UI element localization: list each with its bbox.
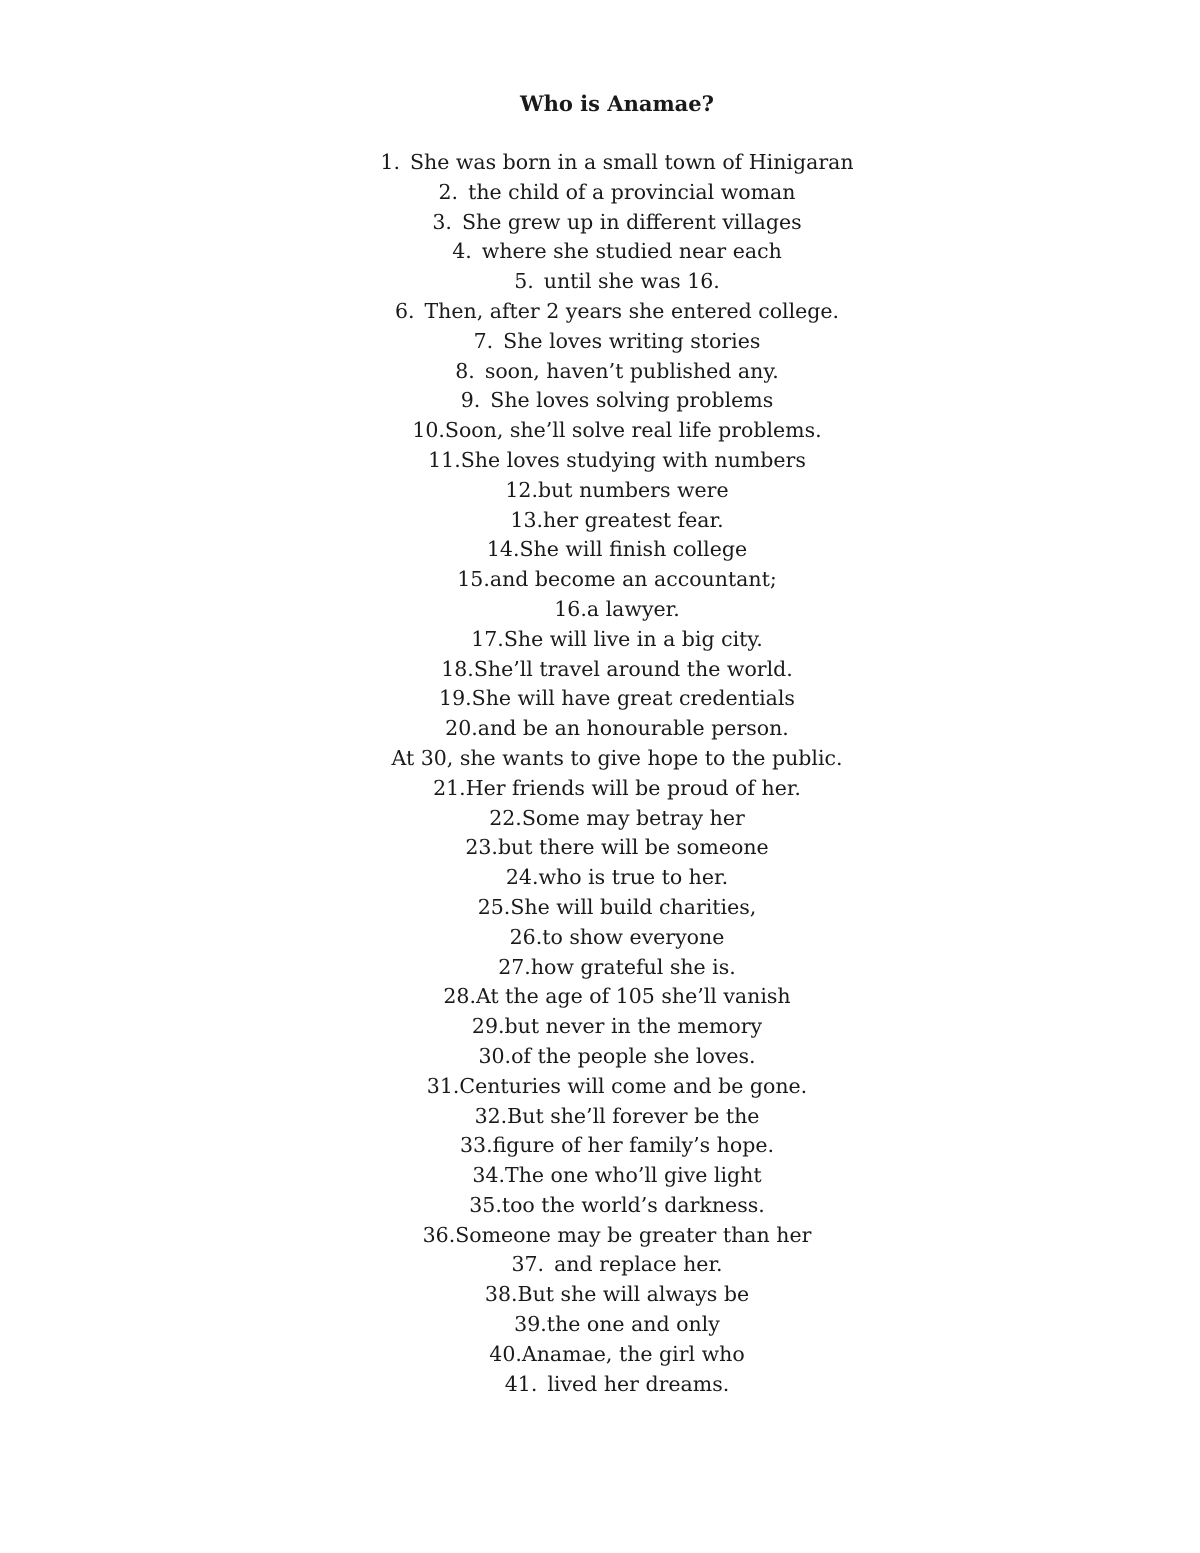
line-text: Anamae, the girl who [521,1341,745,1366]
line-text: her greatest fear. [543,507,724,532]
line-number: 4. [452,239,472,264]
line-text: but there will be someone [497,835,769,860]
line-text: and replace her. [554,1252,723,1277]
poem-line [0,953,1200,983]
line-number: 40. [489,1341,522,1366]
poem-line [0,148,1200,178]
line-number: 6. [394,298,415,323]
line-number: 28. [443,984,476,1009]
poem-line [0,446,1200,476]
line-text: She will live in a big city. [503,626,763,651]
line-number: 14. [486,537,520,562]
line-number: 25. [477,894,511,919]
line-number: 29. [471,1014,505,1039]
poem-line [0,1370,1200,1400]
poem-line [0,1310,1200,1340]
line-text: She will build charities, [510,894,757,919]
poem-line [0,625,1200,655]
line-number: 38. [484,1282,518,1307]
line-number: 35. [469,1192,502,1217]
line-text: lived her dreams. [547,1371,730,1396]
line-number: 5. [514,269,534,294]
line-text: too the world’s darkness. [501,1192,765,1217]
line-number: 41. [504,1371,538,1396]
line-text: But she’ll forever be the [507,1103,760,1128]
poem-line [0,923,1200,953]
line-number: 31. [426,1073,460,1098]
line-number: 33. [460,1133,493,1158]
poem-line [0,1131,1200,1161]
line-text: She was born in a small town of Hinigaran [409,150,854,174]
poem-lines [0,148,1200,1399]
poem-line [0,267,1200,297]
line-text: and be an honourable person. [477,716,789,741]
line-text: a lawyer. [586,596,680,621]
line-number: 21. [433,775,466,800]
poem-line [0,833,1200,863]
line-number: 7. [473,328,494,353]
poem-line [0,684,1200,714]
line-text: Then, after 2 years she entered college. [424,298,840,323]
line-text: until she was 16. [543,269,720,294]
line-text: the child of a provincial woman [468,179,796,204]
line-number: 34. [472,1163,506,1188]
poem-line [0,535,1200,565]
line-text: of the people she loves. [511,1043,756,1068]
line-text: She loves studying with numbers [460,447,806,472]
poem-line [0,804,1200,834]
poem-line [0,893,1200,923]
poem-line [0,327,1200,357]
line-text: But she will always be [517,1282,750,1307]
line-number: 12. [505,477,538,502]
line-text: soon, haven’t published any. [484,358,779,383]
poem-line [0,714,1200,744]
line-text: She loves writing stories [503,328,761,353]
line-text: Centuries will come and be gone. [459,1073,808,1098]
line-number: 1. [380,150,400,174]
line-text: She grew up in different villages [461,209,802,234]
poem-line [0,744,1200,774]
line-text: the one and only [546,1312,720,1337]
line-text: and become an accountant; [489,567,777,592]
poem-line [0,595,1200,625]
poem-line [0,655,1200,685]
line-number: 17. [471,626,504,651]
line-text: figure of her family’s hope. [492,1133,774,1158]
line-text: At 30, she wants to give hope to the public. [391,745,843,770]
line-number: 11. [428,447,461,472]
poem-line [0,237,1200,267]
poem-line [0,565,1200,595]
line-number: 15. [457,567,490,592]
line-number: 10. [412,418,445,443]
line-text: but numbers were [537,477,729,502]
poem-line [0,1250,1200,1280]
poem-line [0,1012,1200,1042]
line-text: The one who’ll give light [505,1163,762,1188]
line-number: 2. [438,179,459,204]
line-number: 18. [441,656,474,681]
line-number: 20. [445,716,478,741]
poem-line [0,476,1200,506]
poem-line [0,297,1200,327]
poem-line [0,386,1200,416]
poem-line [0,416,1200,446]
line-text: Her friends will be proud of her. [465,775,801,800]
line-text: She’ll travel around the world. [473,656,793,681]
poem-line [0,1161,1200,1191]
line-number: 37. [511,1252,545,1277]
line-text: to show everyone [542,924,725,949]
poem-line [0,982,1200,1012]
line-text: who is true to her. [538,865,729,890]
line-text: Soon, she’ll solve real life problems. [444,418,822,443]
line-text: where she studied near each [481,239,782,264]
line-number: 22. [489,805,522,830]
line-number: 23. [465,835,498,860]
line-number: 8. [455,358,475,383]
line-number: 24. [505,865,539,890]
line-text: She will finish college [519,537,748,562]
poem-line [0,1340,1200,1370]
line-number: 16. [554,596,587,621]
poem-line [0,1042,1200,1072]
line-text: but never in the memory [504,1014,763,1039]
poem-line [0,357,1200,387]
poem-line [0,178,1200,208]
line-number: 27. [498,954,531,979]
poem-line [0,863,1200,893]
poem-line [0,1280,1200,1310]
poem-line [0,1191,1200,1221]
line-number: 26. [509,924,543,949]
line-number: 9. [460,388,481,413]
poem-line [0,506,1200,536]
line-number: 13. [510,507,544,532]
line-text: At the age of 105 she’ll vanish [475,984,791,1009]
line-text: Someone may be greater than her [455,1222,812,1247]
line-text: how grateful she is. [530,954,736,979]
poem-line [0,1221,1200,1251]
line-number: 32. [474,1103,508,1128]
line-text: Some may betray her [521,805,745,830]
line-number: 3. [432,209,452,234]
document-title: Who is Anamae? [520,91,714,116]
line-number: 30. [478,1043,512,1068]
line-number: 39. [514,1312,547,1337]
line-text: She loves solving problems [490,388,774,413]
line-number: 36. [422,1222,456,1247]
poem-line [0,1102,1200,1132]
line-text: She will have great credentials [471,686,795,711]
poem-line [0,208,1200,238]
poem-line [0,774,1200,804]
line-number: 19. [439,686,472,711]
poem-line [0,1072,1200,1102]
